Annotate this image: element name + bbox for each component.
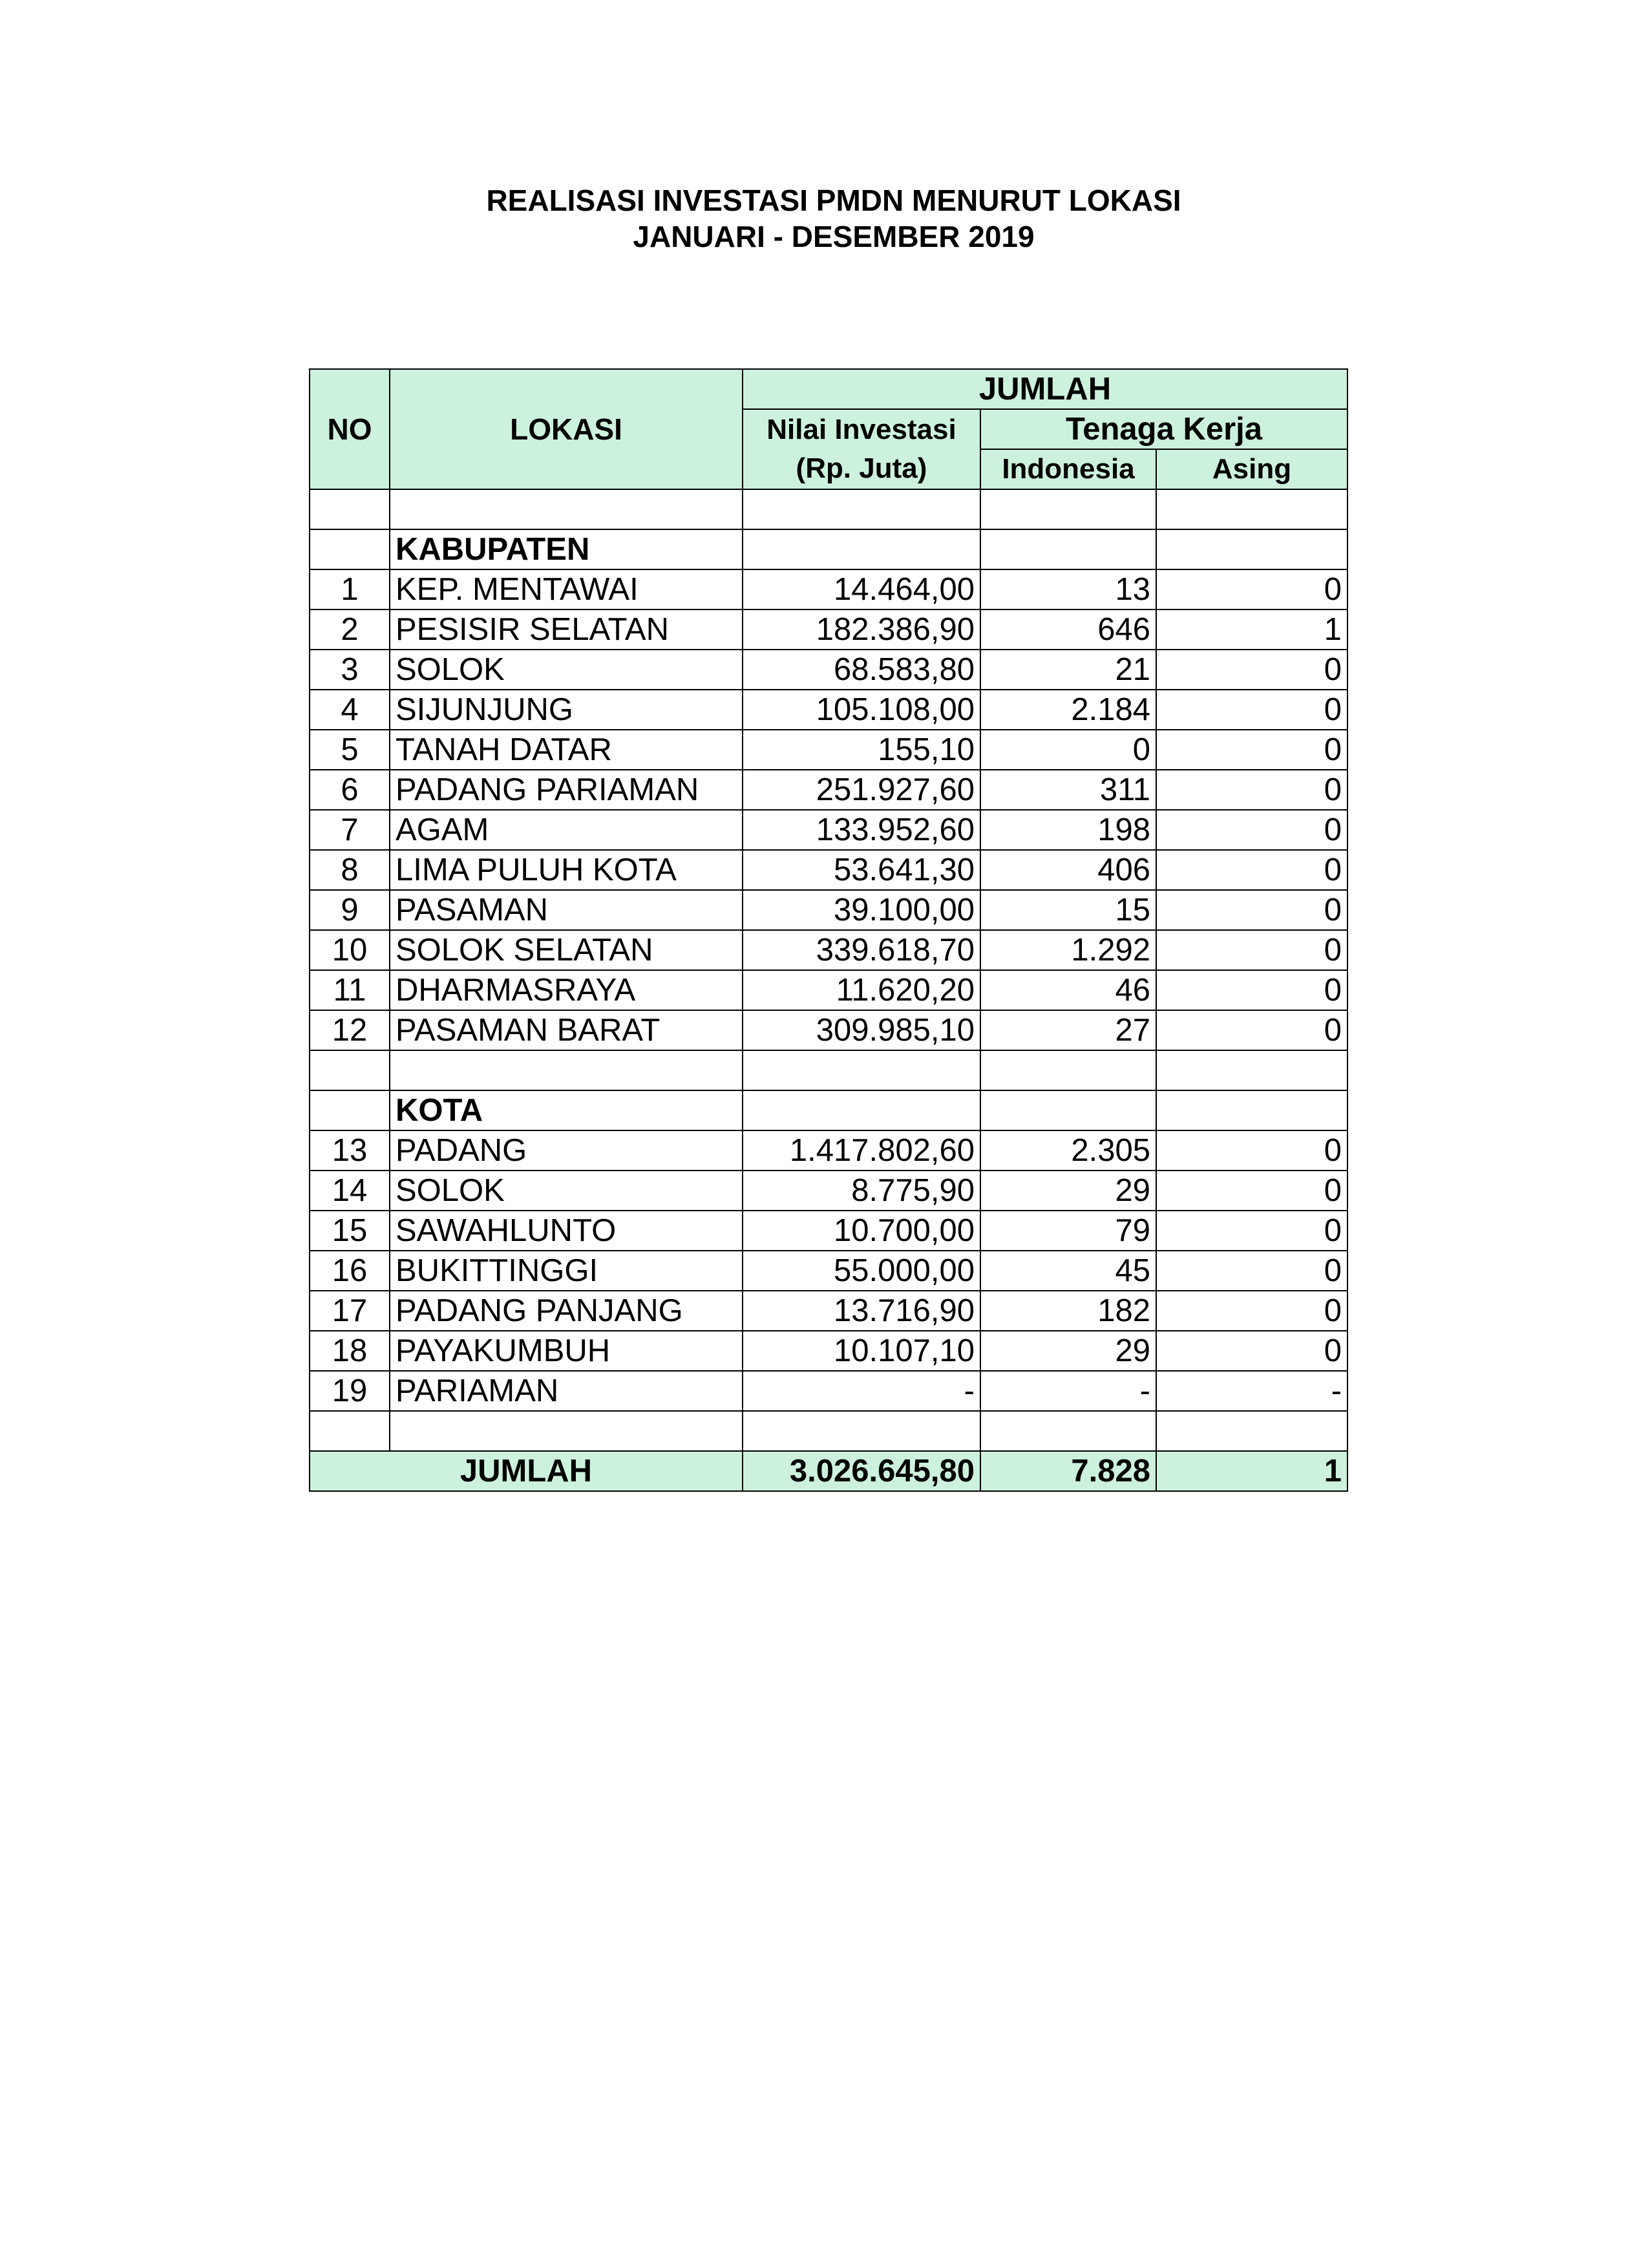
row-tenaga-indonesia: 311 xyxy=(980,770,1156,810)
row-tenaga-indonesia: 29 xyxy=(980,1171,1156,1211)
row-tenaga-asing: 0 xyxy=(1156,1291,1347,1331)
document-title: REALISASI INVESTASI PMDN MENURUT LOKASI xyxy=(486,184,1181,217)
row-tenaga-asing: 0 xyxy=(1156,690,1347,730)
table-row xyxy=(310,1010,1347,1050)
row-lokasi: PASAMAN BARAT xyxy=(390,1010,743,1050)
row-nilai-investasi: 55.000,00 xyxy=(743,1251,980,1291)
row-tenaga-asing: 0 xyxy=(1156,650,1347,690)
row-number: 11 xyxy=(310,970,390,1010)
row-tenaga-asing: 0 xyxy=(1156,730,1347,770)
total-tenaga-asing: 1 xyxy=(1156,1451,1347,1491)
table-row xyxy=(310,1371,1347,1411)
row-tenaga-asing: 0 xyxy=(1156,970,1347,1010)
row-number: 13 xyxy=(310,1130,390,1171)
table-row xyxy=(310,890,1347,930)
row-tenaga-indonesia: 1.292 xyxy=(980,930,1156,970)
row-number: 5 xyxy=(310,730,390,770)
investment-table xyxy=(309,368,1348,1492)
table-row xyxy=(310,1130,1347,1171)
table-row xyxy=(310,650,1347,690)
total-nilai-investasi: 3.026.645,80 xyxy=(743,1451,980,1491)
header-no: NO xyxy=(310,369,390,489)
row-tenaga-asing: 0 xyxy=(1156,569,1347,609)
row-number: 10 xyxy=(310,930,390,970)
row-nilai-investasi: 339.618,70 xyxy=(743,930,980,970)
row-number: 4 xyxy=(310,690,390,730)
row-number: 1 xyxy=(310,569,390,609)
row-lokasi: SOLOK SELATAN xyxy=(390,930,743,970)
total-tenaga-indonesia: 7.828 xyxy=(980,1451,1156,1491)
row-number: 2 xyxy=(310,609,390,650)
row-number: 19 xyxy=(310,1371,390,1411)
row-lokasi: PARIAMAN xyxy=(390,1371,743,1411)
header-indonesia: Indonesia xyxy=(980,449,1156,489)
row-nilai-investasi: 68.583,80 xyxy=(743,650,980,690)
row-lokasi: SAWAHLUNTO xyxy=(390,1211,743,1251)
row-tenaga-indonesia: 0 xyxy=(980,730,1156,770)
row-lokasi: BUKITTINGGI xyxy=(390,1251,743,1291)
row-nilai-investasi: 53.641,30 xyxy=(743,850,980,890)
row-nilai-investasi: 155,10 xyxy=(743,730,980,770)
row-tenaga-indonesia: 46 xyxy=(980,970,1156,1010)
table-row xyxy=(310,730,1347,770)
row-lokasi: PADANG PANJANG xyxy=(390,1291,743,1331)
table-row xyxy=(310,609,1347,650)
header-jumlah: JUMLAH xyxy=(743,369,1347,409)
row-lokasi: LIMA PULUH KOTA xyxy=(390,850,743,890)
row-lokasi: KEP. MENTAWAI xyxy=(390,569,743,609)
table-row xyxy=(310,1331,1347,1371)
table-row xyxy=(310,1171,1347,1211)
row-tenaga-indonesia: 29 xyxy=(980,1331,1156,1371)
table-row xyxy=(310,770,1347,810)
table-row xyxy=(310,1291,1347,1331)
table-row xyxy=(310,930,1347,970)
row-tenaga-indonesia: 198 xyxy=(980,810,1156,850)
row-tenaga-asing: 1 xyxy=(1156,609,1347,650)
row-tenaga-indonesia: 182 xyxy=(980,1291,1156,1331)
row-lokasi: DHARMASRAYA xyxy=(390,970,743,1010)
row-tenaga-asing: - xyxy=(1156,1371,1347,1411)
row-nilai-investasi: 105.108,00 xyxy=(743,690,980,730)
row-nilai-investasi: 11.620,20 xyxy=(743,970,980,1010)
row-nilai-investasi: 14.464,00 xyxy=(743,569,980,609)
row-lokasi: SOLOK xyxy=(390,1171,743,1211)
row-number: 7 xyxy=(310,810,390,850)
row-tenaga-indonesia: 646 xyxy=(980,609,1156,650)
row-nilai-investasi: 10.107,10 xyxy=(743,1331,980,1371)
row-tenaga-indonesia: 79 xyxy=(980,1211,1156,1251)
total-row xyxy=(310,1451,1347,1491)
row-tenaga-indonesia: 27 xyxy=(980,1010,1156,1050)
row-lokasi: AGAM xyxy=(390,810,743,850)
row-number: 12 xyxy=(310,1010,390,1050)
row-tenaga-indonesia: 2.184 xyxy=(980,690,1156,730)
total-label: JUMLAH xyxy=(310,1451,743,1491)
header-nilai-line2: (Rp. Juta) xyxy=(796,452,927,484)
row-number: 3 xyxy=(310,650,390,690)
row-nilai-investasi: 10.700,00 xyxy=(743,1211,980,1251)
row-nilai-investasi: 1.417.802,60 xyxy=(743,1130,980,1171)
row-tenaga-indonesia: 21 xyxy=(980,650,1156,690)
row-number: 8 xyxy=(310,850,390,890)
row-nilai-investasi: 133.952,60 xyxy=(743,810,980,850)
blank-row xyxy=(310,1411,1347,1451)
row-number: 18 xyxy=(310,1331,390,1371)
row-lokasi: PADANG PARIAMAN xyxy=(390,770,743,810)
row-lokasi: SIJUNJUNG xyxy=(390,690,743,730)
table-row xyxy=(310,690,1347,730)
table-row xyxy=(310,970,1347,1010)
row-tenaga-indonesia: 406 xyxy=(980,850,1156,890)
table-row xyxy=(310,569,1347,609)
row-tenaga-asing: 0 xyxy=(1156,850,1347,890)
table-row xyxy=(310,1211,1347,1251)
row-nilai-investasi: - xyxy=(743,1371,980,1411)
section-label-kabupaten: KABUPATEN xyxy=(390,529,743,569)
table-row xyxy=(310,810,1347,850)
header-nilai-line1: Nilai Investasi xyxy=(766,414,956,445)
row-tenaga-indonesia: 45 xyxy=(980,1251,1156,1291)
row-tenaga-asing: 0 xyxy=(1156,1331,1347,1371)
row-nilai-investasi: 13.716,90 xyxy=(743,1291,980,1331)
row-tenaga-asing: 0 xyxy=(1156,1171,1347,1211)
table-row xyxy=(310,1251,1347,1291)
header-nilai-investasi xyxy=(743,409,980,489)
row-tenaga-indonesia: - xyxy=(980,1371,1156,1411)
row-tenaga-asing: 0 xyxy=(1156,1251,1347,1291)
table-row xyxy=(310,850,1347,890)
row-nilai-investasi: 182.386,90 xyxy=(743,609,980,650)
row-tenaga-asing: 0 xyxy=(1156,810,1347,850)
row-lokasi: PESISIR SELATAN xyxy=(390,609,743,650)
row-tenaga-asing: 0 xyxy=(1156,1130,1347,1171)
section-row-kota xyxy=(310,1090,1347,1130)
section-label-kota: KOTA xyxy=(390,1090,743,1130)
header-asing: Asing xyxy=(1156,449,1347,489)
row-tenaga-indonesia: 13 xyxy=(980,569,1156,609)
blank-row xyxy=(310,1050,1347,1090)
row-number: 16 xyxy=(310,1251,390,1291)
row-number: 14 xyxy=(310,1171,390,1211)
row-tenaga-asing: 0 xyxy=(1156,770,1347,810)
row-lokasi: TANAH DATAR xyxy=(390,730,743,770)
row-tenaga-indonesia: 2.305 xyxy=(980,1130,1156,1171)
row-number: 9 xyxy=(310,890,390,930)
row-number: 15 xyxy=(310,1211,390,1251)
row-nilai-investasi: 8.775,90 xyxy=(743,1171,980,1211)
row-lokasi: PAYAKUMBUH xyxy=(390,1331,743,1371)
row-tenaga-asing: 0 xyxy=(1156,890,1347,930)
blank-row xyxy=(310,489,1347,529)
row-lokasi: SOLOK xyxy=(390,650,743,690)
row-tenaga-asing: 0 xyxy=(1156,930,1347,970)
section-row-kabupaten xyxy=(310,529,1347,569)
row-nilai-investasi: 309.985,10 xyxy=(743,1010,980,1050)
row-nilai-investasi: 39.100,00 xyxy=(743,890,980,930)
row-tenaga-asing: 0 xyxy=(1156,1211,1347,1251)
row-tenaga-asing: 0 xyxy=(1156,1010,1347,1050)
row-nilai-investasi: 251.927,60 xyxy=(743,770,980,810)
row-tenaga-indonesia: 15 xyxy=(980,890,1156,930)
row-number: 17 xyxy=(310,1291,390,1331)
row-lokasi: PADANG xyxy=(390,1130,743,1171)
row-lokasi: PASAMAN xyxy=(390,890,743,930)
header-tenaga-kerja: Tenaga Kerja xyxy=(980,409,1347,449)
document-subtitle: JANUARI - DESEMBER 2019 xyxy=(633,220,1035,253)
header-lokasi: LOKASI xyxy=(390,369,743,489)
row-number: 6 xyxy=(310,770,390,810)
